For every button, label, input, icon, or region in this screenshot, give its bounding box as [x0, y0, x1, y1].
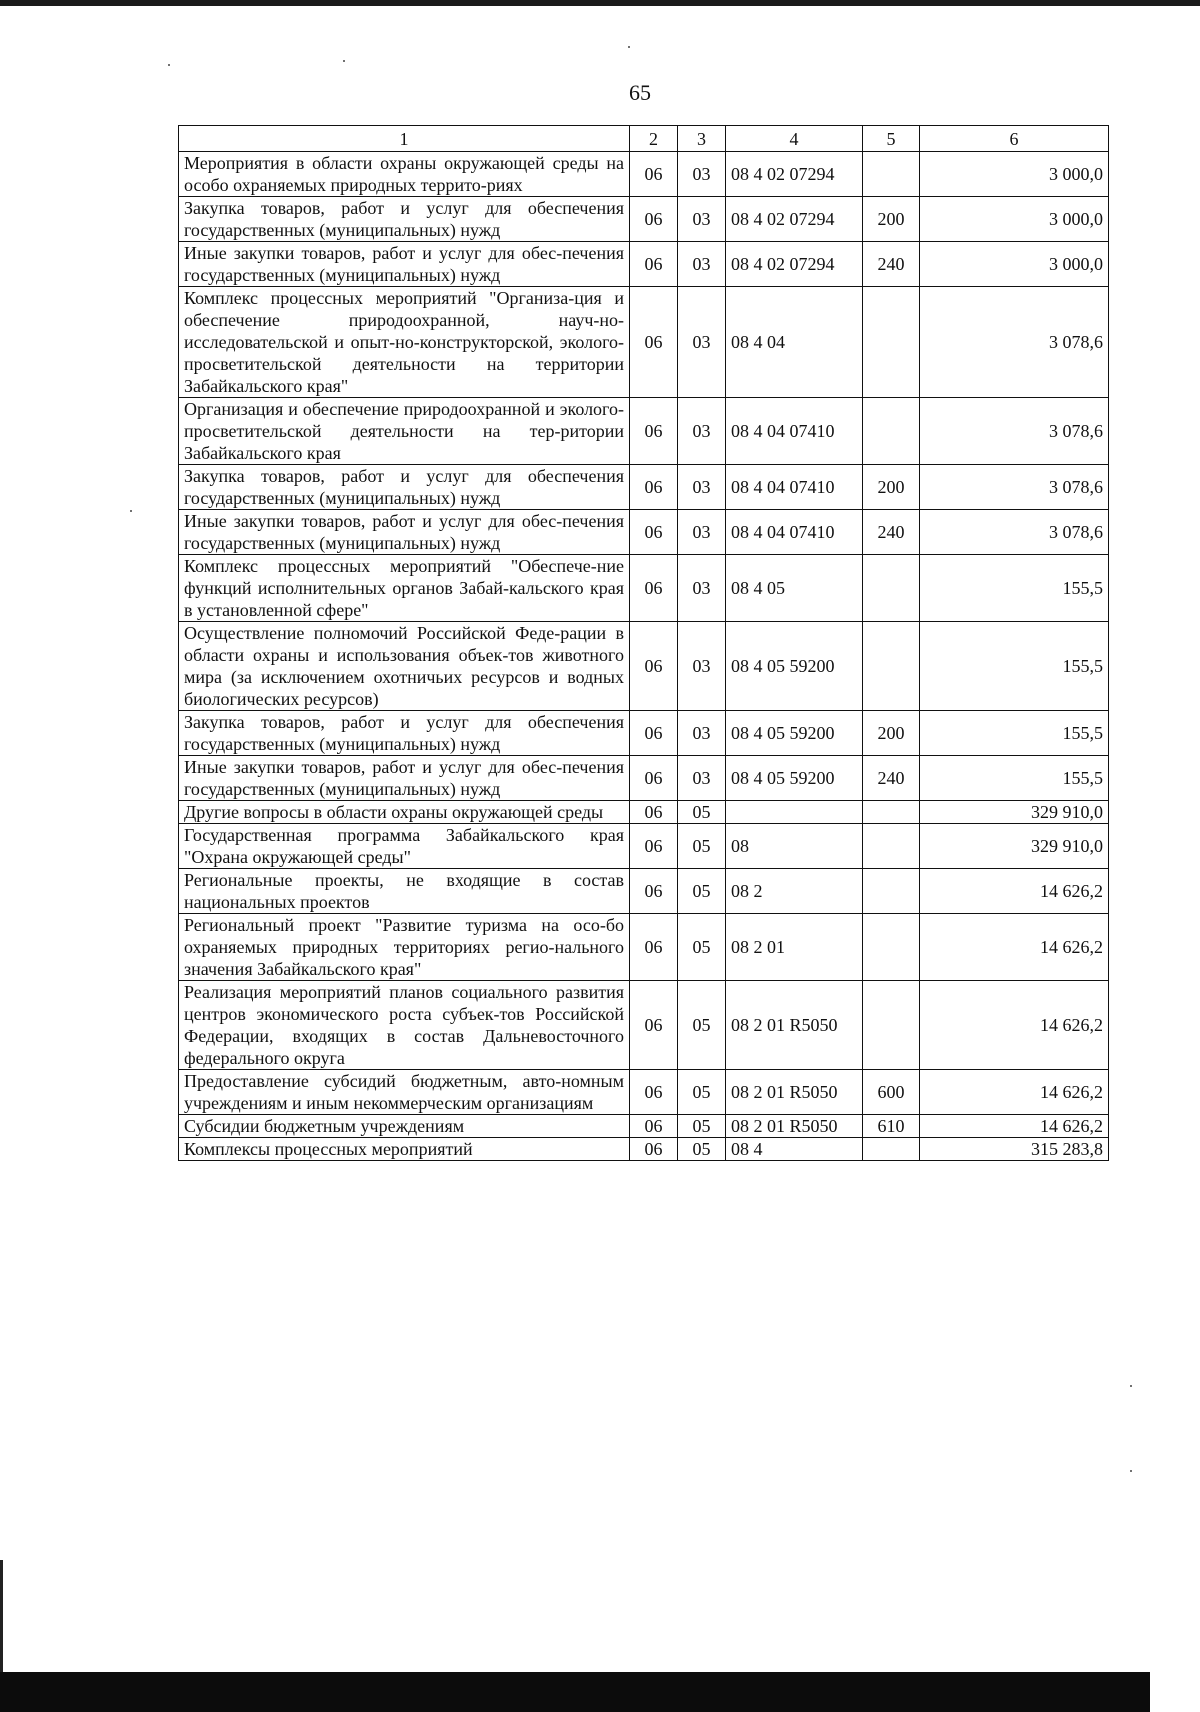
table-row: [179, 756, 1109, 801]
subsection-code: 05: [678, 824, 726, 869]
subsection-code: 03: [678, 152, 726, 197]
table-row: [179, 914, 1109, 981]
row-description: Закупка товаров, работ и услуг для обеспечения государственных (муниципальных) нужд: [179, 711, 630, 756]
subsection-code: 03: [678, 510, 726, 555]
column-header: 3: [678, 126, 726, 152]
section-code: 06: [630, 1115, 678, 1138]
table-row: [179, 287, 1109, 398]
amount: 315 283,8: [920, 1138, 1109, 1161]
amount: 155,5: [920, 555, 1109, 622]
expense-type-code: 240: [863, 242, 920, 287]
amount: 329 910,0: [920, 824, 1109, 869]
table-header-row: [179, 126, 1109, 152]
table-row: [179, 824, 1109, 869]
amount: 14 626,2: [920, 869, 1109, 914]
expense-type-code: 200: [863, 197, 920, 242]
subsection-code: 03: [678, 242, 726, 287]
expense-type-code: [863, 287, 920, 398]
row-description: Другие вопросы в области охраны окружающей среды: [179, 801, 630, 824]
row-description: Закупка товаров, работ и услуг для обеспечения государственных (муниципальных) нужд: [179, 197, 630, 242]
section-code: 06: [630, 756, 678, 801]
table-row: [179, 869, 1109, 914]
table-row: [179, 981, 1109, 1070]
section-code: 06: [630, 914, 678, 981]
section-code: 06: [630, 510, 678, 555]
target-article-code: 08 2 01 R5050: [726, 1070, 863, 1115]
expense-type-code: [863, 622, 920, 711]
table-row: [179, 622, 1109, 711]
row-description: Реализация мероприятий планов социального развития центров экономического роста субъек-тов Российской Федерации, входящих в состав Дальневосточного федерального округа: [179, 981, 630, 1070]
expense-type-code: [863, 914, 920, 981]
table-row: [179, 152, 1109, 197]
row-description: Комплекс процессных мероприятий "Организа-ция и обеспечение природоохранной, науч-но-исследовательской и опыт-но-конструкторской, эколого-просветительской деятельности на территории Забайкальского края": [179, 287, 630, 398]
section-code: 06: [630, 711, 678, 756]
section-code: 06: [630, 152, 678, 197]
expense-type-code: [863, 398, 920, 465]
expense-type-code: 610: [863, 1115, 920, 1138]
subsection-code: 05: [678, 981, 726, 1070]
subsection-code: 05: [678, 1070, 726, 1115]
section-code: 06: [630, 1070, 678, 1115]
amount: 329 910,0: [920, 801, 1109, 824]
subsection-code: 03: [678, 622, 726, 711]
column-header: 6: [920, 126, 1109, 152]
amount: 3 078,6: [920, 398, 1109, 465]
target-article-code: 08: [726, 824, 863, 869]
subsection-code: 05: [678, 1138, 726, 1161]
amount: 3 000,0: [920, 197, 1109, 242]
scan-edge-bottom-gap: [1150, 1672, 1200, 1712]
column-header: 5: [863, 126, 920, 152]
section-code: 06: [630, 981, 678, 1070]
table-row: [179, 1138, 1109, 1161]
row-description: Комплекс процессных мероприятий "Обеспече-ние функций исполнительных органов Забай-кальского края в установленной сфере": [179, 555, 630, 622]
row-description: Иные закупки товаров, работ и услуг для обес-печения государственных (муниципальных) нужд: [179, 510, 630, 555]
target-article-code: 08 4 04 07410: [726, 510, 863, 555]
amount: 155,5: [920, 711, 1109, 756]
expense-type-code: [863, 152, 920, 197]
amount: 3 078,6: [920, 465, 1109, 510]
amount: 14 626,2: [920, 1070, 1109, 1115]
scan-edge-bottom: [0, 1672, 1200, 1712]
row-description: Комплексы процессных мероприятий: [179, 1138, 630, 1161]
table-row: [179, 555, 1109, 622]
section-code: 06: [630, 869, 678, 914]
amount: 14 626,2: [920, 1115, 1109, 1138]
expense-type-code: [863, 801, 920, 824]
column-header: 2: [630, 126, 678, 152]
target-article-code: 08 4 04 07410: [726, 465, 863, 510]
amount: 14 626,2: [920, 981, 1109, 1070]
scan-speck: [1130, 1385, 1132, 1387]
table-row: [179, 510, 1109, 555]
target-article-code: 08 4: [726, 1138, 863, 1161]
expense-type-code: [863, 869, 920, 914]
row-description: Осуществление полномочий Российской Феде-рации в области охраны и использования объек-тов животного мира (за исключением охотничьих ресурсов и водных биологических ресурсов): [179, 622, 630, 711]
budget-table: [178, 125, 1109, 1161]
expense-type-code: [863, 1138, 920, 1161]
target-article-code: 08 2 01 R5050: [726, 1115, 863, 1138]
section-code: 06: [630, 398, 678, 465]
target-article-code: 08 4 02 07294: [726, 242, 863, 287]
table-row: [179, 1070, 1109, 1115]
expense-type-code: 600: [863, 1070, 920, 1115]
subsection-code: 03: [678, 465, 726, 510]
amount: 3 078,6: [920, 510, 1109, 555]
expense-type-code: [863, 555, 920, 622]
target-article-code: [726, 801, 863, 824]
amount: 14 626,2: [920, 914, 1109, 981]
scan-speck: [168, 64, 170, 66]
table-row: [179, 465, 1109, 510]
amount: 3 078,6: [920, 287, 1109, 398]
expense-type-code: 240: [863, 510, 920, 555]
section-code: 06: [630, 197, 678, 242]
table-body: [179, 152, 1109, 1161]
row-description: Субсидии бюджетным учреждениям: [179, 1115, 630, 1138]
section-code: 06: [630, 242, 678, 287]
scan-speck: [628, 46, 630, 48]
target-article-code: 08 4 04: [726, 287, 863, 398]
scan-speck: [1130, 1470, 1132, 1472]
scan-speck: [130, 510, 132, 512]
target-article-code: 08 4 05 59200: [726, 756, 863, 801]
section-code: 06: [630, 287, 678, 398]
expense-type-code: [863, 981, 920, 1070]
section-code: 06: [630, 801, 678, 824]
row-description: Региональный проект "Развитие туризма на осо-бо охраняемых природных территориях регио-нального значения Забайкальского края": [179, 914, 630, 981]
expense-type-code: 200: [863, 465, 920, 510]
amount: 3 000,0: [920, 152, 1109, 197]
section-code: 06: [630, 465, 678, 510]
row-description: Региональные проекты, не входящие в состав национальных проектов: [179, 869, 630, 914]
target-article-code: 08 4 02 07294: [726, 152, 863, 197]
subsection-code: 03: [678, 197, 726, 242]
scan-speck: [343, 60, 345, 62]
page-number: 65: [629, 80, 651, 105]
subsection-code: 05: [678, 801, 726, 824]
target-article-code: 08 4 04 07410: [726, 398, 863, 465]
row-description: Иные закупки товаров, работ и услуг для обес-печения государственных (муниципальных) нужд: [179, 756, 630, 801]
target-article-code: 08 4 05 59200: [726, 711, 863, 756]
target-article-code: 08 4 02 07294: [726, 197, 863, 242]
target-article-code: 08 4 05 59200: [726, 622, 863, 711]
table-row: [179, 711, 1109, 756]
scan-edge-top: [0, 0, 1200, 6]
subsection-code: 03: [678, 398, 726, 465]
expense-type-code: 200: [863, 711, 920, 756]
table-row: [179, 801, 1109, 824]
target-article-code: 08 2 01 R5050: [726, 981, 863, 1070]
section-code: 06: [630, 824, 678, 869]
amount: 3 000,0: [920, 242, 1109, 287]
target-article-code: 08 2: [726, 869, 863, 914]
column-header: 1: [179, 126, 630, 152]
expense-type-code: [863, 824, 920, 869]
section-code: 06: [630, 1138, 678, 1161]
subsection-code: 03: [678, 756, 726, 801]
expense-type-code: 240: [863, 756, 920, 801]
row-description: Иные закупки товаров, работ и услуг для обес-печения государственных (муниципальных) нужд: [179, 242, 630, 287]
amount: 155,5: [920, 756, 1109, 801]
target-article-code: 08 4 05: [726, 555, 863, 622]
target-article-code: 08 2 01: [726, 914, 863, 981]
amount: 155,5: [920, 622, 1109, 711]
row-description: Мероприятия в области охраны окружающей среды на особо охраняемых природных террито-риях: [179, 152, 630, 197]
table-row: [179, 398, 1109, 465]
table-row: [179, 1115, 1109, 1138]
row-description: Закупка товаров, работ и услуг для обеспечения государственных (муниципальных) нужд: [179, 465, 630, 510]
subsection-code: 05: [678, 869, 726, 914]
table-row: [179, 242, 1109, 287]
row-description: Государственная программа Забайкальского края "Охрана окружающей среды": [179, 824, 630, 869]
table-row: [179, 197, 1109, 242]
section-code: 06: [630, 555, 678, 622]
row-description: Организация и обеспечение природоохранной и эколого-просветительской деятельности на тер-ритории Забайкальского края: [179, 398, 630, 465]
subsection-code: 03: [678, 711, 726, 756]
subsection-code: 05: [678, 1115, 726, 1138]
subsection-code: 03: [678, 555, 726, 622]
section-code: 06: [630, 622, 678, 711]
row-description: Предоставление субсидий бюджетным, авто-номным учреждениям и иным некоммерческим организациям: [179, 1070, 630, 1115]
column-header: 4: [726, 126, 863, 152]
scan-edge-left: [0, 1560, 3, 1672]
subsection-code: 05: [678, 914, 726, 981]
subsection-code: 03: [678, 287, 726, 398]
